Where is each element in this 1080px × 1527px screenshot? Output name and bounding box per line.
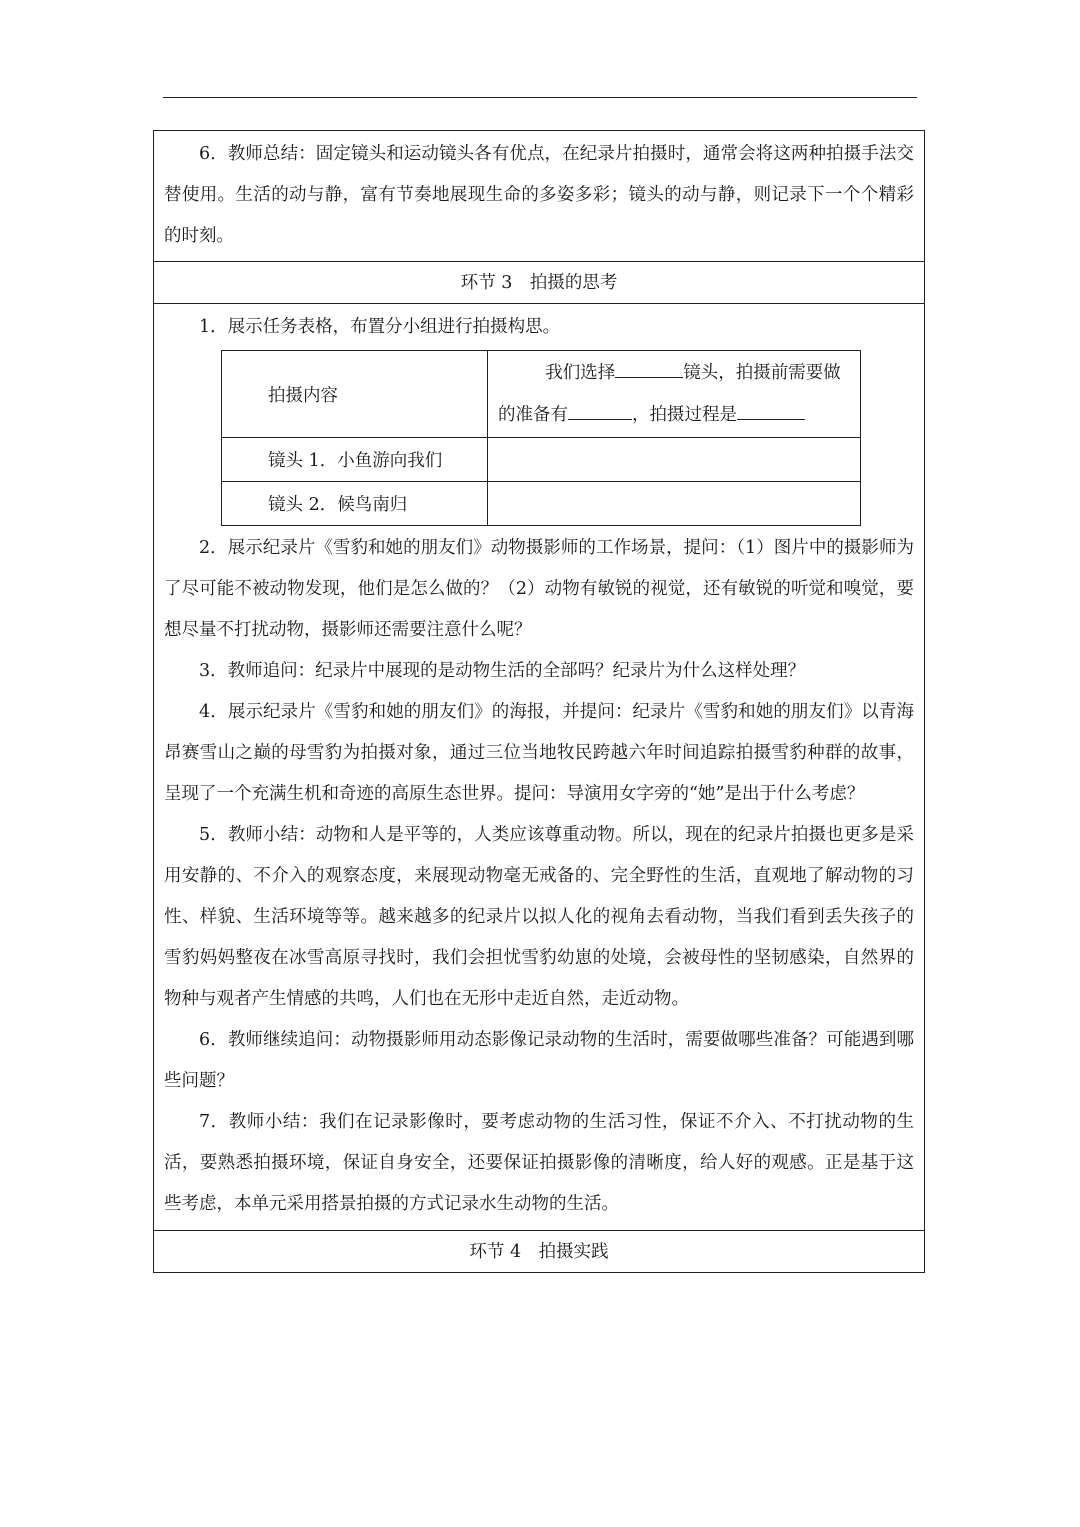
task-table-header-content: 拍摄内容 (222, 351, 488, 438)
summary-cell (154, 131, 924, 261)
paragraph: 4．展示纪录片《雪豹和她的朋友们》的海报，并提问：纪录片《雪豹和她的朋友们》以青海昂赛雪山之巅的母雪豹为拍摄对象，通过三位当地牧民跨越六年时间追踪拍摄雪豹种群的故事，呈现了一个充满生机和奇迹的高原生态世界。提问：导演用女字旁的“她”是出于什么考虑？ (164, 702, 914, 804)
paragraph: 5．教师小结：动物和人是平等的，人类应该尊重动物。所以，现在的纪录片拍摄也更多是采用安静的、不介入的观察态度，来展现动物毫无戒备的、完全野性的生活，直观地了解动物的习性、样貌、生活环境等等。越来越多的纪录片以拟人化的视角去看动物，当我们看到丢失孩子的雪豹妈妈整夜在冰雪高原寻找时，我们会担忧雪豹幼崽的处境，会被母性的坚韧感染，自然界的物种与观者产生情感的共鸣，人们也在无形中走近自然，走近动物。 (164, 825, 914, 1009)
task-table-row-label: 镜头 1．小鱼游向我们 (222, 438, 488, 482)
fill-blank (615, 355, 683, 378)
task-table-row-empty (488, 438, 861, 482)
section-header-3: 环节 3 拍摄的思考 (154, 261, 924, 303)
section-header-4: 环节 4 拍摄实践 (154, 1230, 924, 1272)
header-rule (163, 97, 917, 98)
paragraph: 1．展示任务表格，布置分小组进行拍摄构思。 (199, 317, 561, 337)
task-table-header-plan (488, 351, 861, 438)
paragraph: 6．教师继续追问：动物摄影师用动态影像记录动物的生活时，需要做哪些准备？可能遇到哪些问题？ (164, 1030, 914, 1091)
task-table-row-empty (488, 482, 861, 526)
fill-blank (737, 397, 805, 420)
task-table-wrap (164, 348, 914, 528)
task-table (221, 350, 861, 526)
plan-line-1: 我们选择 镜头，拍摄前需要做 (498, 352, 850, 394)
paragraph: 2．展示纪录片《雪豹和她的朋友们》动物摄影师的工作场景，提问：（1）图片中的摄影师为了尽可能不被动物发现，他们是怎么做的？（2）动物有敏锐的视觉，还有敏锐的听觉和嗅觉，要想尽量不打扰动物，摄影师还需要注意什么呢？ (164, 538, 914, 640)
paragraph: 6．教师总结：固定镜头和运动镜头各有优点，在纪录片拍摄时，通常会将这两种拍摄手法交替使用。生活的动与静，富有节奏地展现生命的多姿多彩；镜头的动与静，则记录下一个个精彩的时刻。 (164, 144, 914, 246)
task-table-row-label: 镜头 2．候鸟南归 (222, 482, 488, 526)
lesson-table (153, 130, 925, 1273)
fill-blank (568, 397, 632, 420)
paragraph: 7．教师小结：我们在记录影像时，要考虑动物的生活习性，保证不介入、不打扰动物的生活，要熟悉拍摄环境，保证自身安全，还要保证拍摄影像的清晰度，给人好的观感。正是基于这些考虑，本单元采用搭景拍摄的方式记录水生动物的生活。 (164, 1112, 914, 1214)
plan-line-2: 的准备有 ，拍摄过程是 (498, 394, 850, 436)
paragraph: 3．教师追问：纪录片中展现的是动物生活的全部吗？纪录片为什么这样处理？ (199, 661, 806, 681)
section-3-body (154, 303, 924, 1230)
